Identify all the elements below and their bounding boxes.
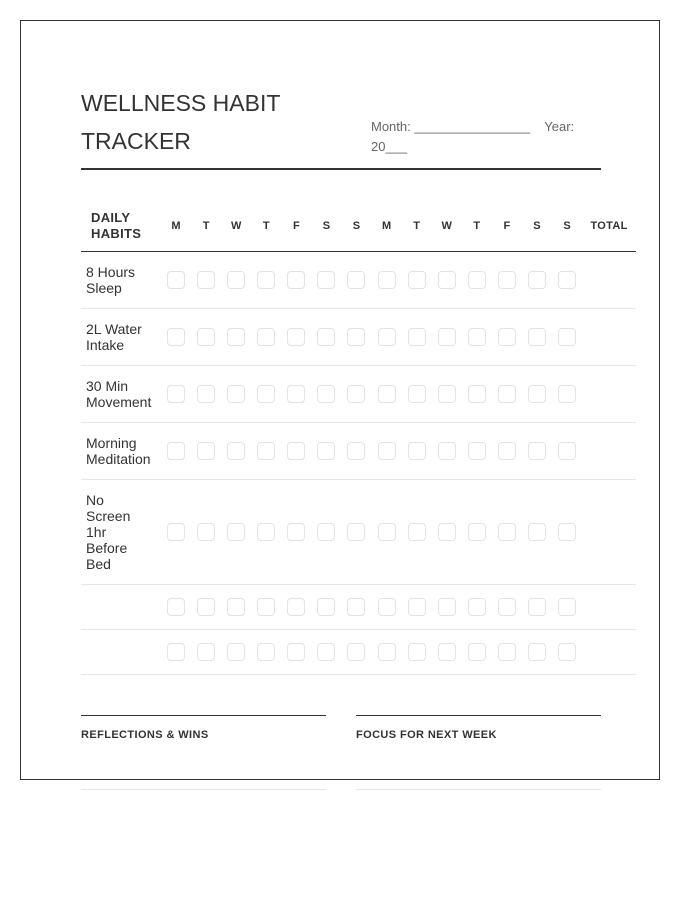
page-title	[81, 84, 351, 160]
date-fields	[371, 117, 601, 157]
habit-label: 2L Water Intake	[86, 321, 142, 353]
habit-checkbox[interactable]	[468, 271, 486, 289]
focus-rule	[356, 715, 601, 716]
year-label: Year:	[544, 119, 575, 134]
day-cell	[341, 643, 371, 661]
habit-checkbox[interactable]	[317, 328, 335, 346]
habit-checkbox[interactable]	[558, 598, 576, 616]
habit-checkbox[interactable]	[498, 523, 516, 541]
habit-checkbox[interactable]	[347, 598, 365, 616]
day-header: F	[503, 219, 511, 232]
day-cell	[251, 643, 281, 661]
habit-checkbox[interactable]	[438, 643, 456, 661]
day-cell	[522, 442, 552, 460]
habit-checkbox[interactable]	[287, 598, 305, 616]
habit-checkbox[interactable]	[468, 643, 486, 661]
focus-writing-line[interactable]	[356, 789, 601, 790]
habit-checkbox[interactable]	[287, 643, 305, 661]
day-cell	[251, 271, 281, 289]
habit-checkbox[interactable]	[378, 523, 396, 541]
day-cell	[402, 643, 432, 661]
day-cell	[161, 523, 191, 541]
day-cell	[432, 385, 462, 403]
day-cell	[191, 643, 221, 661]
table-row	[81, 585, 636, 630]
habit-checkbox[interactable]	[287, 523, 305, 541]
title-divider	[81, 168, 601, 170]
day-cell	[161, 643, 191, 661]
habit-checkbox[interactable]	[468, 523, 486, 541]
day-cell	[281, 328, 311, 346]
day-cell	[492, 385, 522, 403]
habit-checkbox[interactable]	[408, 598, 426, 616]
day-header: T	[413, 219, 420, 232]
habit-label	[81, 585, 161, 609]
reflections-writing-line[interactable]	[81, 789, 326, 790]
table-header	[81, 200, 636, 252]
habit-header-line-1: DAILY	[91, 209, 131, 225]
habit-checkbox[interactable]	[528, 271, 546, 289]
day-cell	[311, 271, 341, 289]
day-cell	[552, 271, 582, 289]
day-header: F	[292, 219, 300, 232]
day-cell	[402, 385, 432, 403]
habit-checkbox[interactable]	[167, 442, 185, 460]
habit-checkbox[interactable]	[558, 328, 576, 346]
table-row	[81, 309, 636, 366]
habit-checkbox[interactable]	[558, 385, 576, 403]
day-cell	[251, 523, 281, 541]
habit-checkbox[interactable]	[408, 643, 426, 661]
habit-checkbox[interactable]	[167, 328, 185, 346]
habit-checkbox[interactable]	[468, 328, 486, 346]
habit-checkbox[interactable]	[287, 328, 305, 346]
day-cell	[462, 385, 492, 403]
habit-checkbox[interactable]	[227, 442, 245, 460]
habit-checkbox[interactable]	[378, 271, 396, 289]
habit-checkbox[interactable]	[438, 523, 456, 541]
habit-checkbox[interactable]	[378, 385, 396, 403]
focus-label: FOCUS FOR NEXT WEEK	[356, 729, 497, 741]
habit-checkbox[interactable]	[528, 328, 546, 346]
day-cell	[432, 328, 462, 346]
habit-header-line-2: HABITS	[91, 225, 142, 241]
habit-checkbox[interactable]	[528, 442, 546, 460]
day-header: M	[381, 219, 392, 232]
habit-checkbox[interactable]	[468, 598, 486, 616]
habit-checkbox[interactable]	[197, 442, 215, 460]
habit-checkbox[interactable]	[227, 643, 245, 661]
habit-checkbox[interactable]	[197, 598, 215, 616]
day-header: T	[473, 219, 481, 232]
month-blank[interactable]: ________________	[414, 119, 531, 134]
day-cell	[251, 442, 281, 460]
habit-checkbox[interactable]	[167, 523, 185, 541]
habit-checkbox[interactable]	[167, 598, 185, 616]
day-header: S	[322, 219, 331, 232]
day-cell	[191, 523, 221, 541]
habit-checkbox[interactable]	[558, 643, 576, 661]
habit-checkbox[interactable]	[498, 442, 516, 460]
habit-checkbox[interactable]	[408, 385, 426, 403]
reflections-label: REFLECTIONS & WINS	[81, 729, 209, 741]
day-cell	[552, 523, 582, 541]
habit-checkbox[interactable]	[197, 328, 215, 346]
total-header: TOTAL	[590, 219, 628, 232]
day-cell	[492, 328, 522, 346]
habit-checkbox[interactable]	[257, 643, 275, 661]
day-cell	[251, 328, 281, 346]
habit-checkbox[interactable]	[167, 643, 185, 661]
day-header: T	[262, 219, 270, 232]
day-cell	[341, 598, 371, 616]
habit-checkbox[interactable]	[498, 271, 516, 289]
day-header: W	[230, 219, 242, 232]
habit-checkbox[interactable]	[257, 523, 275, 541]
day-cell	[522, 328, 552, 346]
day-cell	[402, 523, 432, 541]
day-cell	[402, 442, 432, 460]
day-header: W	[441, 219, 452, 232]
day-cell	[191, 385, 221, 403]
day-cell	[552, 328, 582, 346]
habit-checkbox[interactable]	[378, 442, 396, 460]
day-cell	[221, 598, 251, 616]
habit-checkbox[interactable]	[347, 523, 365, 541]
habit-checkbox[interactable]	[498, 598, 516, 616]
habit-checkbox[interactable]	[528, 643, 546, 661]
habit-checkbox[interactable]	[227, 598, 245, 616]
habit-label: No Screen 1hr Before Bed	[86, 492, 131, 572]
habit-checkbox[interactable]	[558, 442, 576, 460]
day-cell	[281, 643, 311, 661]
habit-checkbox[interactable]	[257, 598, 275, 616]
habit-table	[81, 200, 636, 675]
table-row	[81, 366, 636, 423]
habit-checkbox[interactable]	[317, 271, 335, 289]
habit-label: Morning Meditation	[86, 435, 151, 467]
day-header: S	[533, 219, 541, 232]
day-cell	[191, 442, 221, 460]
habit-label	[81, 630, 161, 654]
day-cell	[281, 271, 311, 289]
reflections-rule	[81, 715, 326, 716]
habit-checkbox[interactable]	[347, 271, 365, 289]
day-cell	[402, 598, 432, 616]
habit-checkbox[interactable]	[558, 523, 576, 541]
day-cell	[492, 523, 522, 541]
table-row	[81, 480, 636, 585]
day-cell	[522, 385, 552, 403]
day-header: S	[352, 219, 361, 232]
day-cell	[522, 271, 552, 289]
day-cell	[161, 271, 191, 289]
habit-checkbox[interactable]	[498, 643, 516, 661]
habit-checkbox[interactable]	[498, 385, 516, 403]
habit-checkbox[interactable]	[167, 385, 185, 403]
day-cell	[191, 328, 221, 346]
habit-checkbox[interactable]	[227, 385, 245, 403]
day-cell	[522, 598, 552, 616]
day-cell	[341, 385, 371, 403]
habit-checkbox[interactable]	[378, 328, 396, 346]
habit-checkbox[interactable]	[438, 328, 456, 346]
habit-checkbox[interactable]	[287, 442, 305, 460]
habit-checkbox[interactable]	[378, 643, 396, 661]
habit-checkbox[interactable]	[558, 271, 576, 289]
habit-checkbox[interactable]	[438, 385, 456, 403]
habit-checkbox[interactable]	[528, 598, 546, 616]
habit-checkbox[interactable]	[408, 271, 426, 289]
day-cell	[402, 328, 432, 346]
day-cell	[341, 442, 371, 460]
day-cell	[221, 523, 251, 541]
habit-checkbox[interactable]	[498, 328, 516, 346]
day-cell	[462, 523, 492, 541]
day-cell	[552, 385, 582, 403]
month-label: Month:	[371, 119, 411, 134]
day-cell	[432, 271, 462, 289]
habit-checkbox[interactable]	[317, 598, 335, 616]
day-cell	[372, 271, 402, 289]
day-cell	[161, 328, 191, 346]
habit-checkbox[interactable]	[438, 442, 456, 460]
day-cell	[191, 271, 221, 289]
habit-checkbox[interactable]	[317, 643, 335, 661]
day-cell	[281, 442, 311, 460]
day-cell	[432, 598, 462, 616]
habit-checkbox[interactable]	[347, 442, 365, 460]
day-cell	[522, 643, 552, 661]
day-cell	[311, 442, 341, 460]
habit-checkbox[interactable]	[257, 442, 275, 460]
day-cell	[251, 598, 281, 616]
habit-checkbox[interactable]	[378, 598, 396, 616]
habit-checkbox[interactable]	[468, 385, 486, 403]
habit-checkbox[interactable]	[197, 385, 215, 403]
day-cell	[161, 442, 191, 460]
day-cell	[161, 598, 191, 616]
day-cell	[372, 385, 402, 403]
day-cell	[372, 598, 402, 616]
day-cell	[341, 523, 371, 541]
habit-checkbox[interactable]	[167, 271, 185, 289]
day-cell	[311, 328, 341, 346]
table-row	[81, 252, 636, 309]
habit-checkbox[interactable]	[197, 523, 215, 541]
day-cell	[311, 643, 341, 661]
habit-checkbox[interactable]	[257, 385, 275, 403]
habit-checkbox[interactable]	[257, 271, 275, 289]
table-body	[81, 252, 636, 675]
habit-checkbox[interactable]	[197, 643, 215, 661]
habit-column-header	[81, 210, 161, 242]
habit-checkbox[interactable]	[317, 442, 335, 460]
day-cell	[432, 442, 462, 460]
habit-checkbox[interactable]	[347, 385, 365, 403]
habit-checkbox[interactable]	[408, 442, 426, 460]
habit-checkbox[interactable]	[287, 385, 305, 403]
focus-section	[356, 715, 601, 741]
day-cell	[221, 643, 251, 661]
day-cell	[402, 271, 432, 289]
day-cell	[191, 598, 221, 616]
reflections-section	[81, 715, 326, 741]
day-cell	[221, 385, 251, 403]
habit-checkbox[interactable]	[197, 271, 215, 289]
day-cell	[462, 271, 492, 289]
day-cell	[221, 442, 251, 460]
day-cell	[552, 598, 582, 616]
habit-checkbox[interactable]	[438, 598, 456, 616]
day-header: S	[563, 219, 571, 232]
day-header: T	[202, 219, 210, 232]
day-cell	[492, 598, 522, 616]
habit-label: 30 Min Movement	[86, 378, 152, 410]
day-cell	[462, 328, 492, 346]
habit-checkbox[interactable]	[257, 328, 275, 346]
day-cell	[281, 598, 311, 616]
habit-checkbox[interactable]	[468, 442, 486, 460]
day-cell	[311, 385, 341, 403]
page-title-line-2: TRACKER	[81, 128, 191, 154]
year-blank[interactable]: 20___	[371, 139, 408, 154]
habit-checkbox[interactable]	[227, 271, 245, 289]
day-cell	[221, 271, 251, 289]
habit-checkbox[interactable]	[347, 328, 365, 346]
day-cell	[281, 523, 311, 541]
day-cell	[552, 643, 582, 661]
day-cell	[341, 271, 371, 289]
day-cell	[492, 442, 522, 460]
day-cell	[522, 523, 552, 541]
habit-checkbox[interactable]	[317, 385, 335, 403]
day-cell	[462, 442, 492, 460]
day-cell	[492, 271, 522, 289]
habit-label: 8 Hours Sleep	[86, 264, 136, 296]
habit-checkbox[interactable]	[408, 328, 426, 346]
habit-checkbox[interactable]	[227, 328, 245, 346]
table-row	[81, 423, 636, 480]
day-cell	[372, 328, 402, 346]
day-cell	[462, 598, 492, 616]
table-row	[81, 630, 636, 675]
habit-checkbox[interactable]	[528, 385, 546, 403]
day-cell	[552, 442, 582, 460]
habit-checkbox[interactable]	[317, 523, 335, 541]
day-cell	[251, 385, 281, 403]
day-cell	[432, 643, 462, 661]
habit-checkbox[interactable]	[287, 271, 305, 289]
day-header: M	[171, 219, 181, 232]
day-cell	[311, 523, 341, 541]
day-cell	[311, 598, 341, 616]
habit-checkbox[interactable]	[528, 523, 546, 541]
day-cell	[281, 385, 311, 403]
habit-checkbox[interactable]	[408, 523, 426, 541]
day-cell	[462, 643, 492, 661]
day-cell	[372, 523, 402, 541]
day-cell	[372, 643, 402, 661]
habit-checkbox[interactable]	[438, 271, 456, 289]
day-cell	[492, 643, 522, 661]
page-title-line-1: WELLNESS HABIT	[81, 90, 281, 116]
day-cell	[372, 442, 402, 460]
day-cell	[432, 523, 462, 541]
day-cell	[161, 385, 191, 403]
day-cell	[221, 328, 251, 346]
habit-checkbox[interactable]	[347, 643, 365, 661]
day-cell	[341, 328, 371, 346]
habit-checkbox[interactable]	[227, 523, 245, 541]
